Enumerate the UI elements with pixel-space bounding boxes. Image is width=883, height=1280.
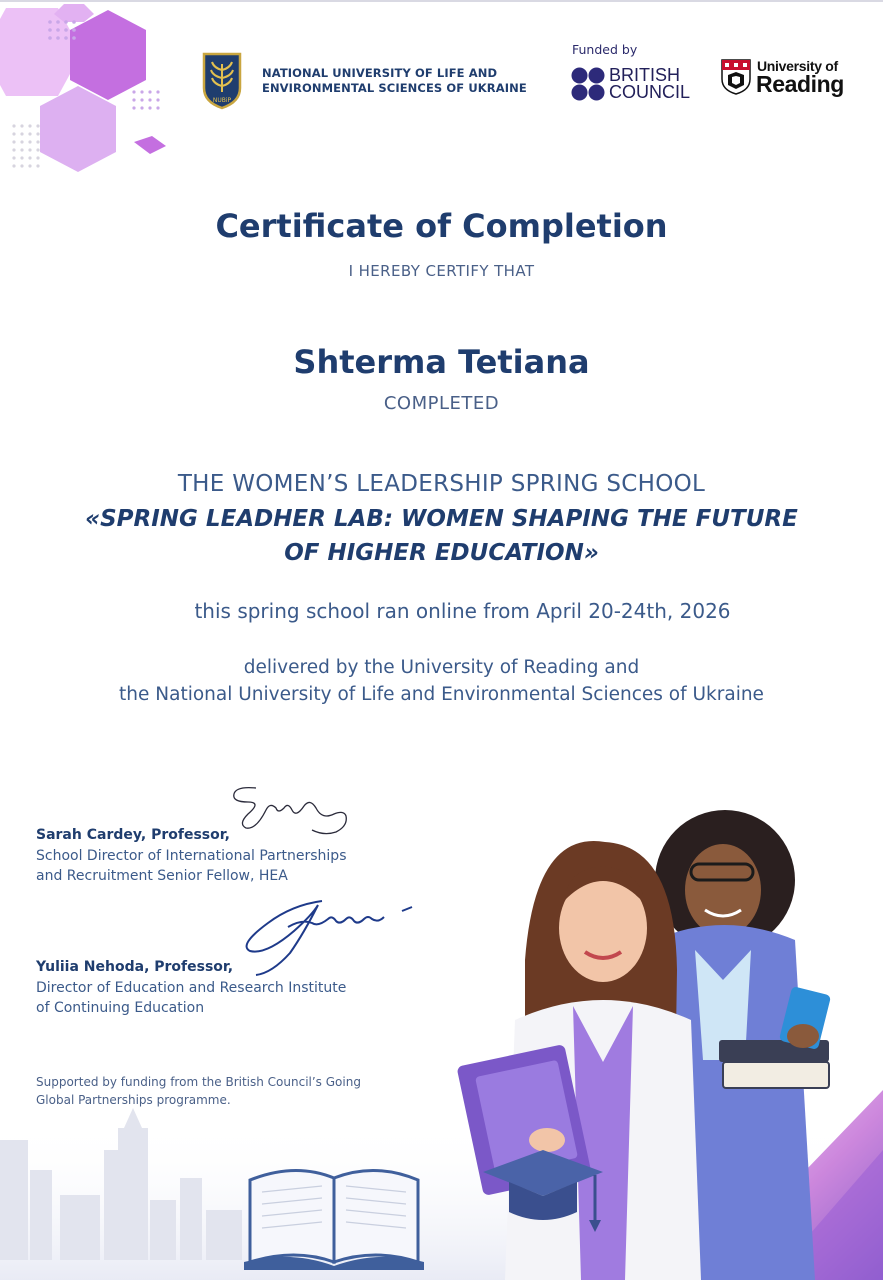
signatory-2-role: [36, 978, 346, 1018]
delivered-by: [0, 654, 883, 708]
delivered-by-line2: the National University of Life and Environmental Sciences of Ukraine: [119, 684, 764, 705]
reading-wordmark-line1: University of: [757, 58, 838, 74]
signature-sarah-cardey: [226, 780, 361, 840]
hexagon-cluster: [0, 4, 166, 172]
signatory-2-role-line2: of Continuing Education: [36, 1000, 205, 1016]
british-council-line1: BRITISH: [609, 65, 681, 85]
signatory-2-name: Yuliia Nehoda, Professor,: [36, 959, 234, 975]
certificate-title: Certificate of Completion: [215, 207, 668, 245]
signatory-2-role-line1: Director of Education and Research Institute: [36, 980, 347, 996]
british-council-wordmark: [609, 67, 690, 101]
nubip-name: [262, 66, 527, 96]
signatory-1-role-line1: School Director of International Partnerships: [36, 848, 347, 864]
program-title-line1: «SPRING LEADHER LAB: WOMEN SHAPING THE FUTURE: [85, 506, 798, 532]
open-book-icon: [244, 1170, 424, 1270]
signature-yuliia-nehoda: [232, 893, 417, 978]
funding-note: [36, 1073, 361, 1109]
woman-with-clipboard-illustration: [456, 841, 701, 1280]
reading-wordmark-line2: Reading: [756, 71, 844, 97]
program-dates: this spring school ran online from April 20-24th, 2026: [194, 599, 731, 623]
women-illustration: [455, 800, 883, 1280]
nubip-name-line1: NATIONAL UNIVERSITY OF LIFE AND: [262, 66, 498, 80]
funded-by-label: Funded by: [572, 42, 638, 57]
signatory-1-role: [36, 846, 346, 886]
nubip-name-line2: ENVIRONMENTAL SCIENCES OF UKRAINE: [262, 81, 527, 95]
british-council-dots-icon: [571, 67, 605, 101]
certify-statement: I HEREBY CERTIFY THAT: [348, 262, 535, 280]
school-name: THE WOMEN’S LEADERSHIP SPRING SCHOOL: [177, 471, 706, 497]
funding-note-line2: Global Partnerships programme.: [36, 1093, 231, 1107]
signatory-1-name: Sarah Cardey, Professor,: [36, 827, 230, 843]
program-title-line2: OF HIGHER EDUCATION»: [284, 540, 599, 566]
signatory-1-role-line2: and Recruitment Senior Fellow, HEA: [36, 868, 288, 884]
completed-label: COMPLETED: [383, 393, 500, 414]
nubip-crest-text: NUBiP: [212, 97, 232, 104]
university-of-reading-shield-icon: [721, 59, 751, 95]
program-title: [60, 502, 823, 570]
british-council-line2: COUNCIL: [609, 82, 691, 102]
funding-note-line1: Supported by funding from the British Council’s Going: [36, 1075, 361, 1089]
delivered-by-line1: delivered by the University of Reading and: [243, 657, 640, 678]
nubip-crest-icon: [200, 52, 244, 110]
recipient-name: Shterma Tetiana: [293, 343, 590, 381]
